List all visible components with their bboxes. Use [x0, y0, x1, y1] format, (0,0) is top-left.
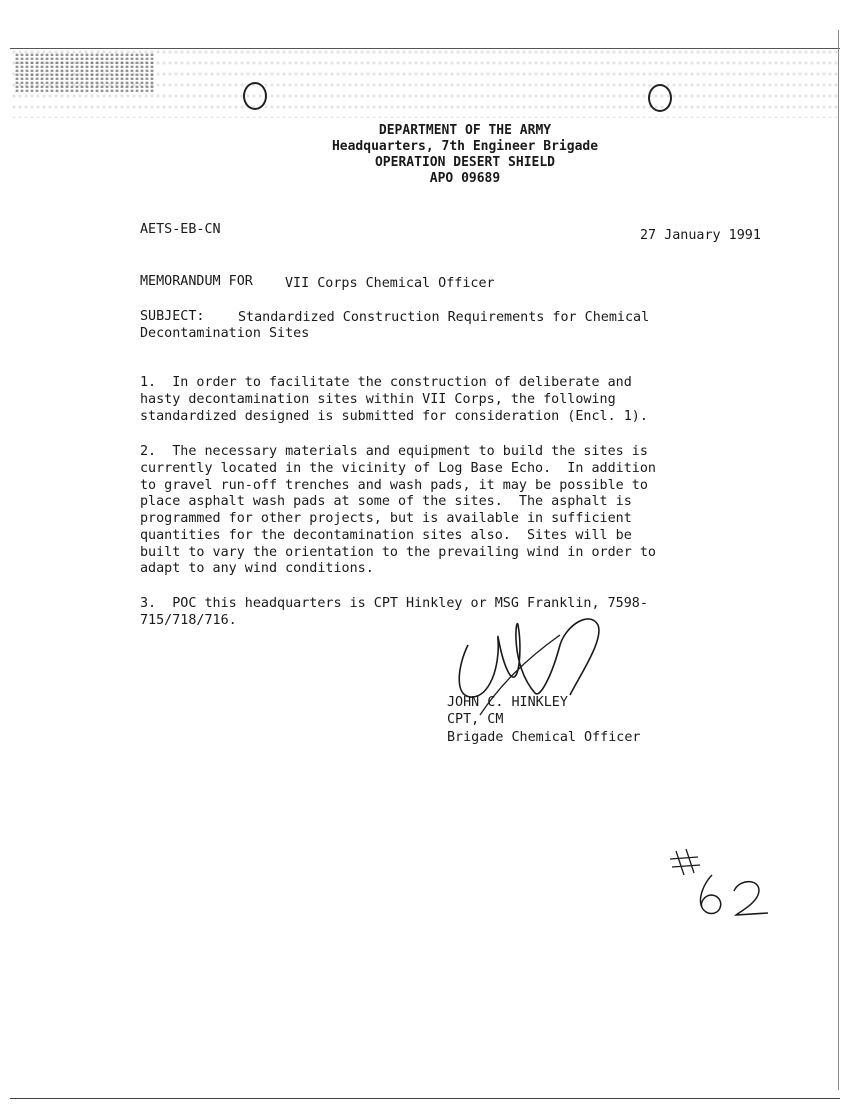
memo-for-label: MEMORANDUM FOR	[140, 274, 253, 289]
bottom-edge-line	[10, 1098, 840, 1099]
top-edge-line	[10, 48, 840, 49]
right-edge-line	[838, 30, 839, 1090]
subject-line-2: Decontamination Sites	[140, 326, 310, 341]
signer-name: JOHN C. HINKLEY	[447, 695, 568, 710]
paragraph-line: quantities for the decontamination sites also. Sites will be	[140, 528, 632, 543]
paragraph-line: currently located in the vicinity of Log Base Echo. In addition	[140, 461, 656, 476]
paragraph-line: built to vary the orientation to the prevailing wind in order to	[140, 545, 656, 560]
letterhead-headquarters: Headquarters, 7th Engineer Brigade	[331, 139, 599, 154]
signer-title: Brigade Chemical Officer	[447, 730, 641, 745]
paragraph-line: 1. In order to facilitate the construction of deliberate and	[140, 375, 632, 390]
subject-label: SUBJECT:	[140, 309, 205, 324]
memo-date: 27 January 1991	[640, 228, 761, 243]
letterhead-operation: OPERATION DESERT SHIELD	[374, 155, 555, 170]
paragraph-line: 3. POC this headquarters is CPT Hinkley or MSG Franklin, 7598-	[140, 596, 648, 611]
paragraph-line: standardized designed is submitted for consideration (Encl. 1).	[140, 409, 648, 424]
signer-rank: CPT, CM	[447, 712, 504, 727]
punch-hole-right	[648, 84, 672, 112]
paragraph-line: adapt to any wind conditions.	[140, 561, 374, 576]
handwritten-number-icon	[664, 845, 784, 925]
paragraph-line: place asphalt wash pads at some of the sites. The asphalt is	[140, 494, 632, 509]
paragraph-line: 715/718/716.	[140, 613, 237, 628]
letterhead	[0, 123, 850, 187]
letterhead-apo: APO 09689	[429, 171, 501, 186]
paragraph-line: hasty decontamination sites within VII Corps, the following	[140, 392, 616, 407]
punch-hole-left	[243, 82, 267, 110]
letterhead-department: DEPARTMENT OF THE ARMY	[378, 123, 552, 138]
subject-line-1: Standardized Construction Requirements for Chemical	[238, 310, 650, 325]
paragraph-line: to gravel run-off trenches and wash pads, it may be possible to	[140, 478, 648, 493]
paragraph-line: 2. The necessary materials and equipment to build the sites is	[140, 444, 648, 459]
memo-for-recipient: VII Corps Chemical Officer	[285, 276, 495, 291]
office-symbol: AETS-EB-CN	[140, 222, 221, 237]
scan-noise-dark	[14, 52, 154, 92]
paragraph-line: programmed for other projects, but is available in sufficient	[140, 511, 632, 526]
